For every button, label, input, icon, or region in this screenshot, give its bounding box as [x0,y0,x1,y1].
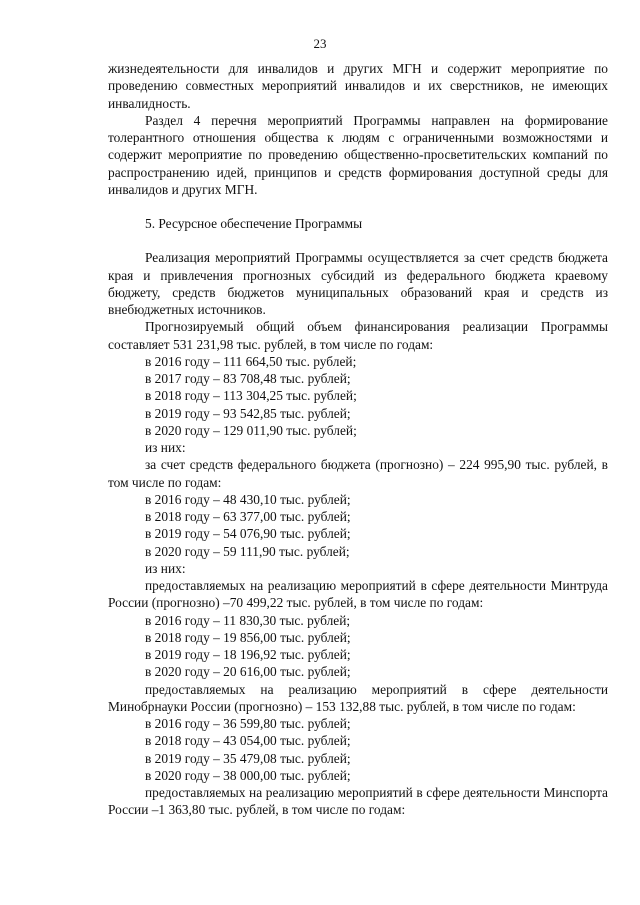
list-item-total-2020: в 2020 году – 129 011,90 тыс. рублей; [145,422,357,438]
paragraph-continued: жизнедеятельности для инвалидов и других МГН и содержит мероприятие по проведению совместных мероприятий инвалидов и их сверстников, не имеющих инвалидность. [108,61,608,111]
list-item-total-2019: в 2019 году – 93 542,85 тыс. рублей; [145,405,351,421]
list-label-of-them: из них: [145,560,186,576]
paragraph-implementation: Реализация мероприятий Программы осуществляется за счет средств бюджета края и привлечения прогнозных субсидий из федерального бюджета краевому бюджету, средств бюджетов муниципальных образований края и средств из внебюджетных источников. [108,250,608,317]
list-item-mintrud-2020: в 2020 году – 20 616,00 тыс. рублей; [145,664,351,680]
list-item-federal-2019: в 2019 году – 54 076,90 тыс. рублей; [145,526,351,542]
list-item-total-2017: в 2017 году – 83 708,48 тыс. рублей; [145,371,351,386]
paragraph-total-funding: Прогнозируемый общий объем финансирования реализации Программы составляет 531 231,98 тыс. рублей, в том числе по годам: [108,319,608,352]
list-item-mintrud-2018: в 2018 году – 19 856,00 тыс. рублей; [145,629,351,645]
paragraph-federal-budget: за счет средств федерального бюджета (прогнозно) – 224 995,90 тыс. рублей, в том числе по годам: [108,457,608,490]
paragraph-minsport: предоставляемых на реализацию мероприятий в сфере деятельности Минспорта России –1 363,80 тыс. рублей, в том числе по годам: [108,785,608,818]
list-item-total-2018: в 2018 году – 113 304,25 тыс. рублей; [145,388,357,404]
paragraph-minobrnauki: предоставляемых на реализацию мероприятий в сфере деятельности Минобрнауки России (прогнозно) – 153 132,88 тыс. рублей, в том числе по годам: [108,681,608,714]
list-item-federal-2020: в 2020 году – 59 111,90 тыс. рублей; [145,543,350,559]
list-item-total-2016: в 2016 году – 111 664,50 тыс. рублей; [145,353,357,369]
paragraph-section-4: Раздел 4 перечня мероприятий Программы направлен на формирование толерантного отношения общества к людям с ограниченными возможностями и содержит мероприятие по проведению общественно-просветительских компаний по распространению идей, принципов и средств формирования доступной среды для инвалидов и других МГН. [108,112,608,197]
list-item-federal-2016: в 2016 году – 48 430,10 тыс. рублей; [145,491,351,507]
list-item-mintrud-2019: в 2019 году – 18 196,92 тыс. рублей; [145,647,351,662]
list-item-mintrud-2016: в 2016 году – 11 830,30 тыс. рублей; [145,612,351,628]
list-label-of-them: из них: [145,440,186,455]
list-item-minobrnauki-2018: в 2018 году – 43 054,00 тыс. рублей; [145,733,351,749]
section-heading: 5. Ресурсное обеспечение Программы [145,216,363,231]
list-item-minobrnauki-2019: в 2019 году – 35 479,08 тыс. рублей; [145,750,351,766]
list-item-minobrnauki-2016: в 2016 году – 36 599,80 тыс. рублей; [145,716,351,731]
page-number: 23 [313,36,327,51]
list-item-federal-2018: в 2018 году – 63 377,00 тыс. рублей; [145,509,351,524]
list-item-minobrnauki-2020: в 2020 году – 38 000,00 тыс. рублей; [145,767,351,783]
paragraph-mintrud: предоставляемых на реализацию мероприятий в сфере деятельности Минтруда России (прогнозно) –70 499,22 тыс. рублей, в том числе по годам: [108,578,608,611]
document-body [108,60,608,819]
